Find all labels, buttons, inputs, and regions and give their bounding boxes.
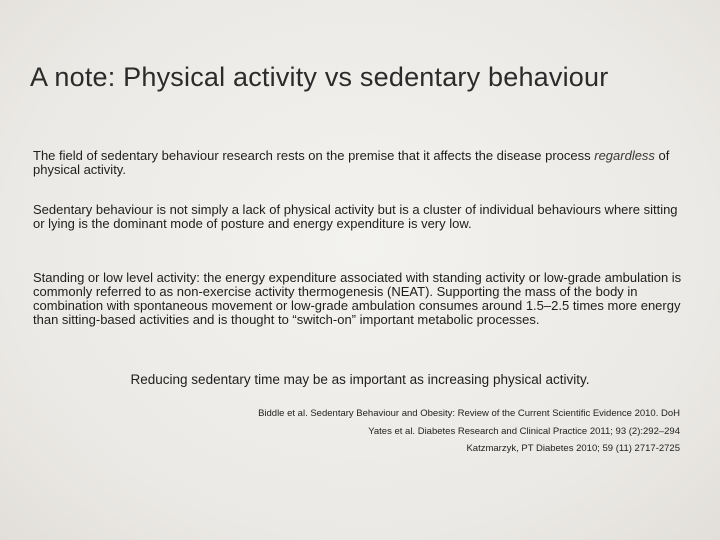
paragraph-text: The field of sedentary behaviour research rests on the premise that it affects the disease process bbox=[33, 148, 595, 163]
paragraph-text: of physical activity. bbox=[33, 148, 670, 177]
paragraph-neat: Standing or low level activity: the energy expenditure associated with standing activity or low-grade ambulation is commonly referred to as non-exercise activity thermogenesis (NEAT). Supporting the mass of the body in combination with spontaneous movement or low-grade ambulation consumes around 1.5–2.5 times more energy than sitting-based activities and is thought to “switch-on” important metabolic processes. bbox=[33, 270, 682, 327]
conclusion-statement bbox=[0, 372, 720, 387]
reference-item: Katzmarzyk, PT Diabetes 2010; 59 (11) 2717-2725 bbox=[466, 443, 680, 454]
slide-title: A note: Physical activity vs sedentary behaviour bbox=[30, 62, 609, 92]
references bbox=[80, 405, 680, 458]
emphasis-regardless: regardless bbox=[594, 148, 655, 163]
paragraph-definition: Sedentary behaviour is not simply a lack of physical activity but is a cluster of individual behaviours where sitting or lying is the dominant mode of posture and energy expenditure is very low. bbox=[33, 202, 678, 231]
conclusion-text: Reducing sedentary time may be as important as increasing physical activity. bbox=[130, 372, 590, 387]
reference-item: Yates et al. Diabetes Research and Clinical Practice 2011; 93 (2):292–294 bbox=[368, 425, 680, 437]
reference-item: Biddle et al. Sedentary Behaviour and Obesity: Review of the Current Scientific Evidence 2010. DoH bbox=[258, 408, 680, 419]
paragraph-field-premise bbox=[33, 149, 683, 177]
